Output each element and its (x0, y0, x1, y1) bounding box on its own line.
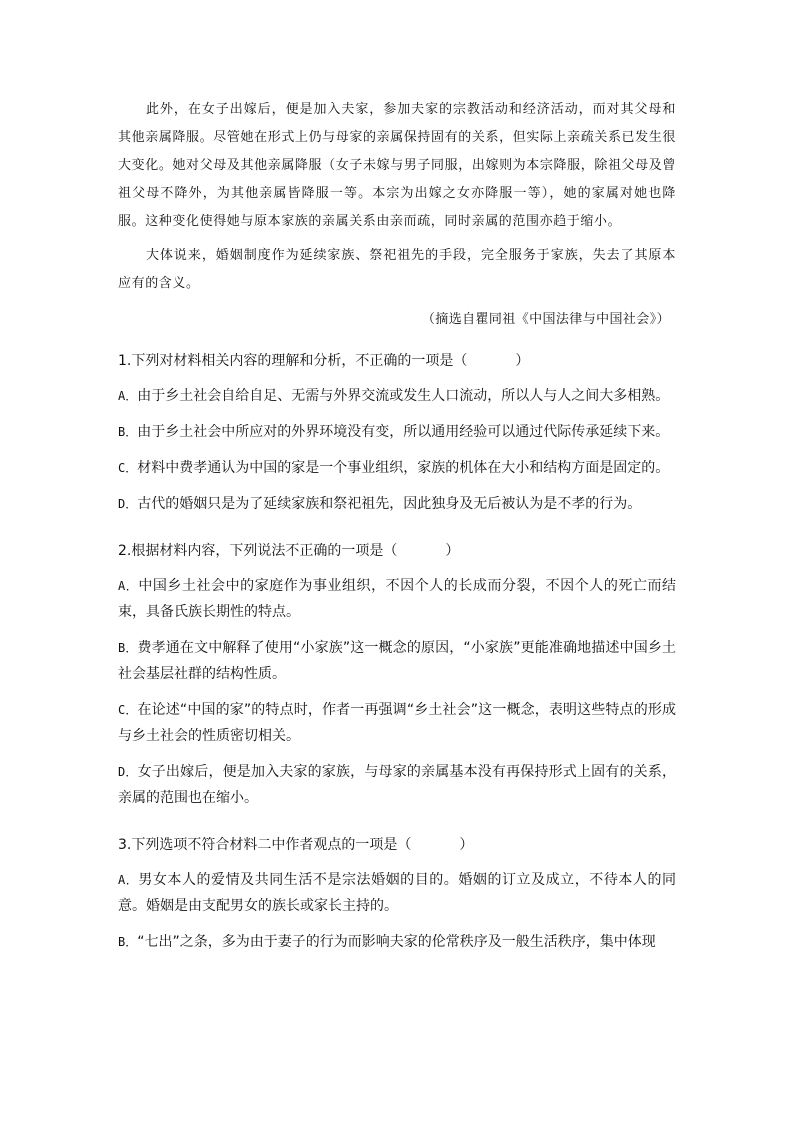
question-stem-text: 1.下列对材料相关内容的理解和分析，不正确的一项是（ (118, 353, 468, 369)
option-text: 女子出嫁后，便是加入夫家的家族，与母家的亲属基本没有再保持形式上固有的关系，亲属的范围也在缩小。 (118, 764, 676, 806)
option-b (118, 632, 676, 694)
question-1 (118, 344, 676, 524)
option-b (118, 926, 676, 962)
question-stem (118, 344, 676, 380)
option-letter: C． (118, 703, 138, 717)
option-letter: A． (118, 873, 139, 887)
option-text: 在论述“中国的家”的特点时，作者一再强调“乡土社会”这一概念，表明这些特点的形成与乡土社会的性质密切相关。 (118, 702, 676, 744)
option-text: 由于乡土社会中所应对的外界环境没有变，所以通用经验可以通过代际传承延续下来。 (137, 424, 670, 440)
option-c (118, 694, 676, 756)
question-2 (118, 534, 676, 818)
passage-paragraph: 大体说来，婚姻制度作为延续家族、祭祀祖先的手段，完全服务于家族，失去了其原本应有的含义。 (118, 248, 676, 291)
passage-source: （摘选自瞿同祖《中国法律与中国社会》） (421, 312, 670, 327)
option-text: 中国乡土社会中的家庭作为事业组织，不因个人的长成而分裂，不因个人的死亡而结束，具备氏族长期性的特点。 (118, 578, 676, 620)
option-letter: D． (118, 497, 138, 511)
option-letter: B． (118, 935, 138, 949)
option-a (118, 864, 676, 926)
option-text: 材料中费孝通认为中国的家是一个事业组织，家族的机体在大小和结构方面是固定的。 (137, 460, 670, 476)
question-stem-end: ） (445, 543, 460, 559)
option-b (118, 416, 676, 452)
option-d (118, 488, 676, 524)
option-text: 费孝通在文中解释了使用“小家族”这一概念的原因，“小家族”更能准确地描述中国乡土社会基层社群的结构性质。 (118, 640, 676, 682)
option-a (118, 570, 676, 632)
option-d (118, 756, 676, 818)
option-letter: A． (118, 389, 138, 403)
question-stem-text: 3.下列选项不符合材料二中作者观点的一项是（ (118, 837, 412, 853)
reading-passage (118, 96, 676, 334)
question-stem (118, 828, 676, 864)
option-letter: B． (118, 425, 138, 439)
option-letter: C． (118, 461, 138, 475)
option-letter: D． (118, 765, 138, 779)
option-text: 古代的婚姻只是为了延续家族和祭祀祖先，因此独身及无后被认为是不孝的行为。 (137, 496, 642, 512)
option-a (118, 380, 676, 416)
question-stem-end: ） (459, 837, 474, 853)
option-letter: A． (118, 579, 139, 593)
option-letter: B． (118, 641, 138, 655)
question-3 (118, 828, 676, 962)
option-text: 男女本人的爱情及共同生活不是宗法婚姻的目的。婚姻的订立及成立，不待本人的同意。婚姻是由支配男女的族长或家长主持的。 (118, 872, 676, 914)
passage-paragraph: 此外，在女子出嫁后，便是加入夫家，参加夫家的宗教活动和经济活动，而对其父母和其他亲属降服。尽管她在形式上仍与母家的亲属保持固有的关系，但实际上亲疏关系已发生很大变化。她对父母及其他亲属降服（女子未嫁与男子同服，出嫁则为本宗降服，除祖父母及曾祖父母不降外，为其他亲属皆降服一等。本宗为出嫁之女亦降服一等），她的家属对她也降服。这种变化使得她与原本家族的亲属关系由亲而疏，同时亲属的范围亦趋于缩小。 (118, 102, 676, 229)
question-stem (118, 534, 676, 570)
exam-page (118, 96, 676, 962)
question-stem-text: 2.根据材料内容，下列说法不正确的一项是（ (118, 543, 398, 559)
option-c (118, 452, 676, 488)
question-stem-end: ） (515, 353, 530, 369)
option-text: “七出”之条，多为由于妻子的行为而影响夫家的伦常秩序及一般生活秩序，集中体现 (137, 934, 656, 950)
option-text: 由于乡土社会自给自足、无需与外界交流或发生人口流动，所以人与人之间大多相熟。 (137, 388, 670, 404)
